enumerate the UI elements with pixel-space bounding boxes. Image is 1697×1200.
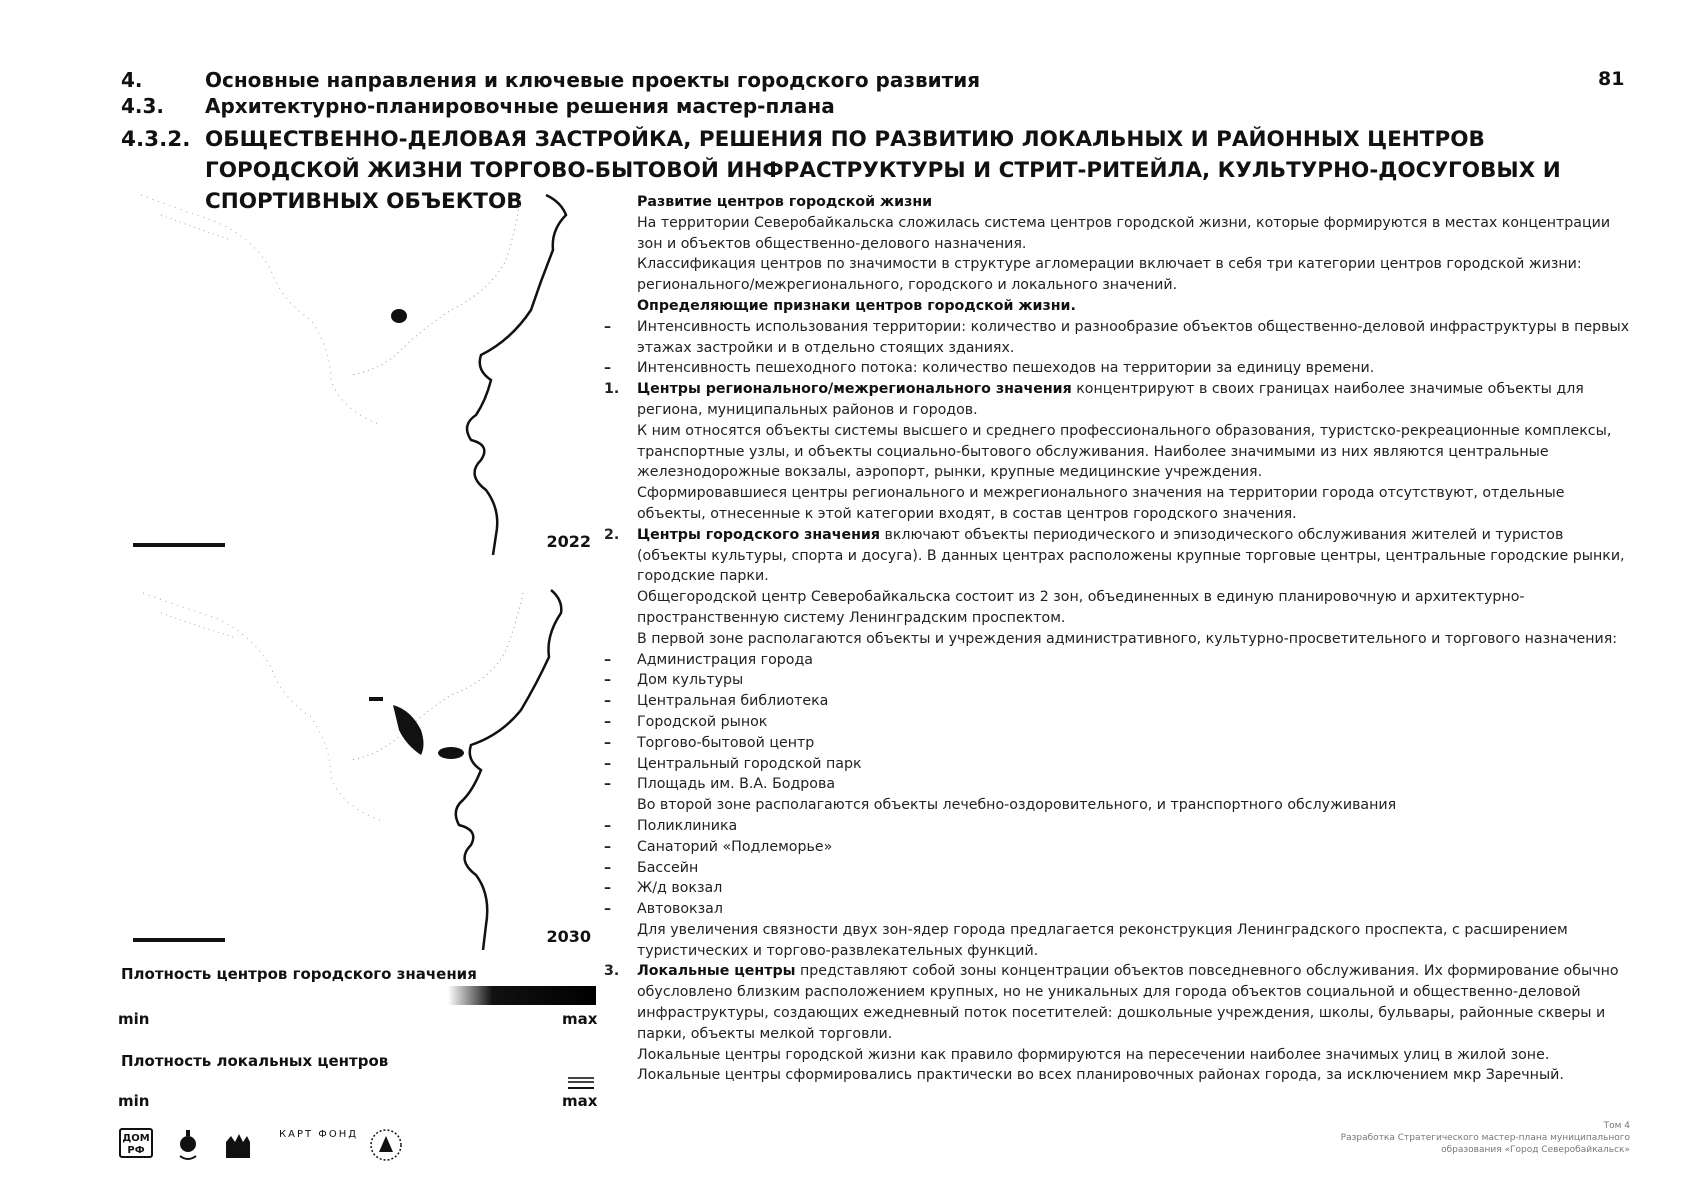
emblem-logo — [177, 1128, 199, 1162]
paragraph: Сформировавшиеся центры регионального и межрегионального значения на территории города отсутствуют, отдельные объекты, отнесенные к этой категории входят, в состав центров городского значения. — [637, 485, 1565, 522]
list-item: – Центральный городской парк — [604, 755, 862, 772]
list-item: – Автовокзал — [604, 901, 723, 918]
legend-max: max — [562, 1092, 598, 1110]
list-item: – Поликлиника — [604, 817, 738, 834]
list-item: – Ж/д вокзал — [604, 880, 723, 897]
heading-section — [121, 94, 835, 118]
heading-number: 4.3.2. — [121, 127, 191, 152]
list-item: – Санаторий «Подлеморье» — [604, 838, 833, 855]
map-graphic — [121, 190, 601, 555]
map-graphic — [121, 585, 601, 950]
heading-text: Основные направления и ключевые проекты городского развития — [205, 68, 981, 92]
legend-gradient-city — [448, 986, 596, 1005]
footer-line: Разработка Стратегического мастер-плана муниципального — [1340, 1133, 1630, 1143]
legend-min: min — [118, 1010, 150, 1028]
list-item: – Интенсивность использования территории: количество и разнообразие объектов общественно-деловой инфраструктуры в первых этажах застройки и в отдельно стоящих зданиях. — [604, 318, 1630, 356]
list-item: – Торгово-бытовой центр — [604, 734, 815, 751]
kartfond-logo: КАРТ ФОНД — [279, 1129, 359, 1140]
paragraph: В первой зоне располагаются объекты и учреждения административного, культурно-просветительного и торгового назначения: — [637, 630, 1618, 647]
footer-note — [1200, 1120, 1630, 1156]
heading-number: 4.3. — [121, 94, 165, 118]
heading-text: Архитектурно-планировочные решения мастер-плана — [205, 94, 835, 118]
density-map-2022 — [121, 190, 601, 555]
footer-line: образования «Город Северобайкальск» — [1441, 1145, 1630, 1155]
legend-gradient-local — [568, 1075, 594, 1089]
scale-bar — [133, 543, 225, 547]
map-year-label: 2030 — [546, 927, 591, 946]
paragraph: На территории Северобайкальска сложилась система центров городской жизни, которые формируются в местах концентрации зон и объектов общественно-делового назначения. — [637, 214, 1611, 252]
coat-of-arms-logo — [223, 1128, 253, 1162]
footer-line: Том 4 — [1603, 1121, 1630, 1131]
numbered-item-1: 1. Центры регионального/межрегионального значения концентрируют в своих границах наиболее значимые объекты для региона, муниципальных районов и городов. — [604, 381, 1584, 418]
scale-bar — [133, 938, 225, 942]
numbered-item-3: 3. Локальные центры представляют собой зоны концентрации объектов повседневного обслуживания. Их формирование обычно обусловлено близким расположением крупных, но не уникальных для города объектов социальной и общественно-деловой инфраструктуры, создающих ежедневный поток посетителей: дошкольные учреждения, школы, бульвары, районные скверы и парки, объекты мелкой торговли. — [604, 963, 1619, 1042]
legend-max: max — [562, 1010, 598, 1028]
section-title: Развитие центров городской жизни — [637, 194, 933, 210]
main-text — [604, 192, 1634, 1086]
heading-chapter — [121, 68, 980, 92]
heading-text: ОБЩЕСТВЕННО-ДЕЛОВАЯ ЗАСТРОЙКА, РЕШЕНИЯ ПО РАЗВИТИЮ ЛОКАЛЬНЫХ И РАЙОННЫХ ЦЕНТРОВ ГОРОДСКОЙ ЖИЗНИ ТОРГОВО-БЫТОВОЙ ИНФРАСТРУКТУРЫ И СТРИТ-РИТЕЙЛА, КУЛЬТУРНО-ДОСУГОВЫХ И СПОРТИВНЫХ ОБЪЕКТОВ — [205, 127, 1561, 214]
map-year-label: 2022 — [546, 532, 591, 551]
list-item: – Бассейн — [604, 859, 699, 876]
paragraph: К ним относятся объекты системы высшего и среднего профессионального образования, туристско-рекреационные комплексы, транспортные узлы, и объекты социально-бытового обслуживания. Наиболее значимыми из них являются центральные железнодорожные вокзалы, аэропорт, рынки, крупные медицинские учреждения. — [637, 422, 1612, 481]
seal-logo — [369, 1128, 403, 1162]
paragraph: Общегородской центр Северобайкальска состоит из 2 зон, объединенных в единую планировочную и архитектурно-пространственную систему Ленинградским проспектом. — [637, 589, 1525, 626]
subsection-title: Определяющие признаки центров городской жизни. — [637, 297, 1076, 314]
dom-rf-logo: ДОМ РФ — [119, 1128, 153, 1158]
paragraph: Классификация центров по значимости в структуре агломерации включает в себя три категории центров городской жизни: регионального/межрегионального, городского и локального значений. — [637, 256, 1582, 294]
numbered-item-2: 2. Центры городского значения включают объекты периодического и эпизодического обслуживания жителей и туристов (объекты культуры, спорта и досуга). В данных центрах расположены крупные торговые центры, центральные городские рынки, городские парки. — [604, 526, 1625, 585]
paragraph: Для увеличения связности двух зон-ядер города предлагается реконструкция Ленинградского проспекта, с расширением туристических и торгово-развлекательных функций. — [637, 921, 1568, 959]
paragraph: Локальные центры сформировались практически во всех планировочных районах города, за исключением мкр Заречный. — [637, 1067, 1564, 1084]
list-item: – Центральная библиотека — [604, 693, 829, 710]
heading-number: 4. — [121, 68, 143, 92]
list-item: – Городской рынок — [604, 713, 768, 730]
paragraph: Во второй зоне располагаются объекты лечебно-оздоровительного, и транспортного обслуживания — [637, 797, 1397, 814]
list-item: – Площадь им. В.А. Бодрова — [604, 776, 836, 793]
legend-title-local-centers: Плотность локальных центров — [121, 1052, 389, 1070]
density-map-2030 — [121, 585, 601, 950]
list-item: – Интенсивность пешеходного потока: количество пешеходов на территории за единицу времени. — [604, 360, 1375, 377]
paragraph: Локальные центры городской жизни как правило формируются на пересечении наиболее значимых улиц в жилой зоне. — [637, 1046, 1550, 1063]
page-number: 81 — [1598, 68, 1625, 90]
partner-logos — [119, 1128, 419, 1162]
list-item: – Дом культуры — [604, 672, 744, 689]
legend-min: min — [118, 1092, 150, 1110]
list-item: – Администрация города — [604, 651, 813, 668]
legend-title-city-centers: Плотность центров городского значения — [121, 965, 477, 983]
